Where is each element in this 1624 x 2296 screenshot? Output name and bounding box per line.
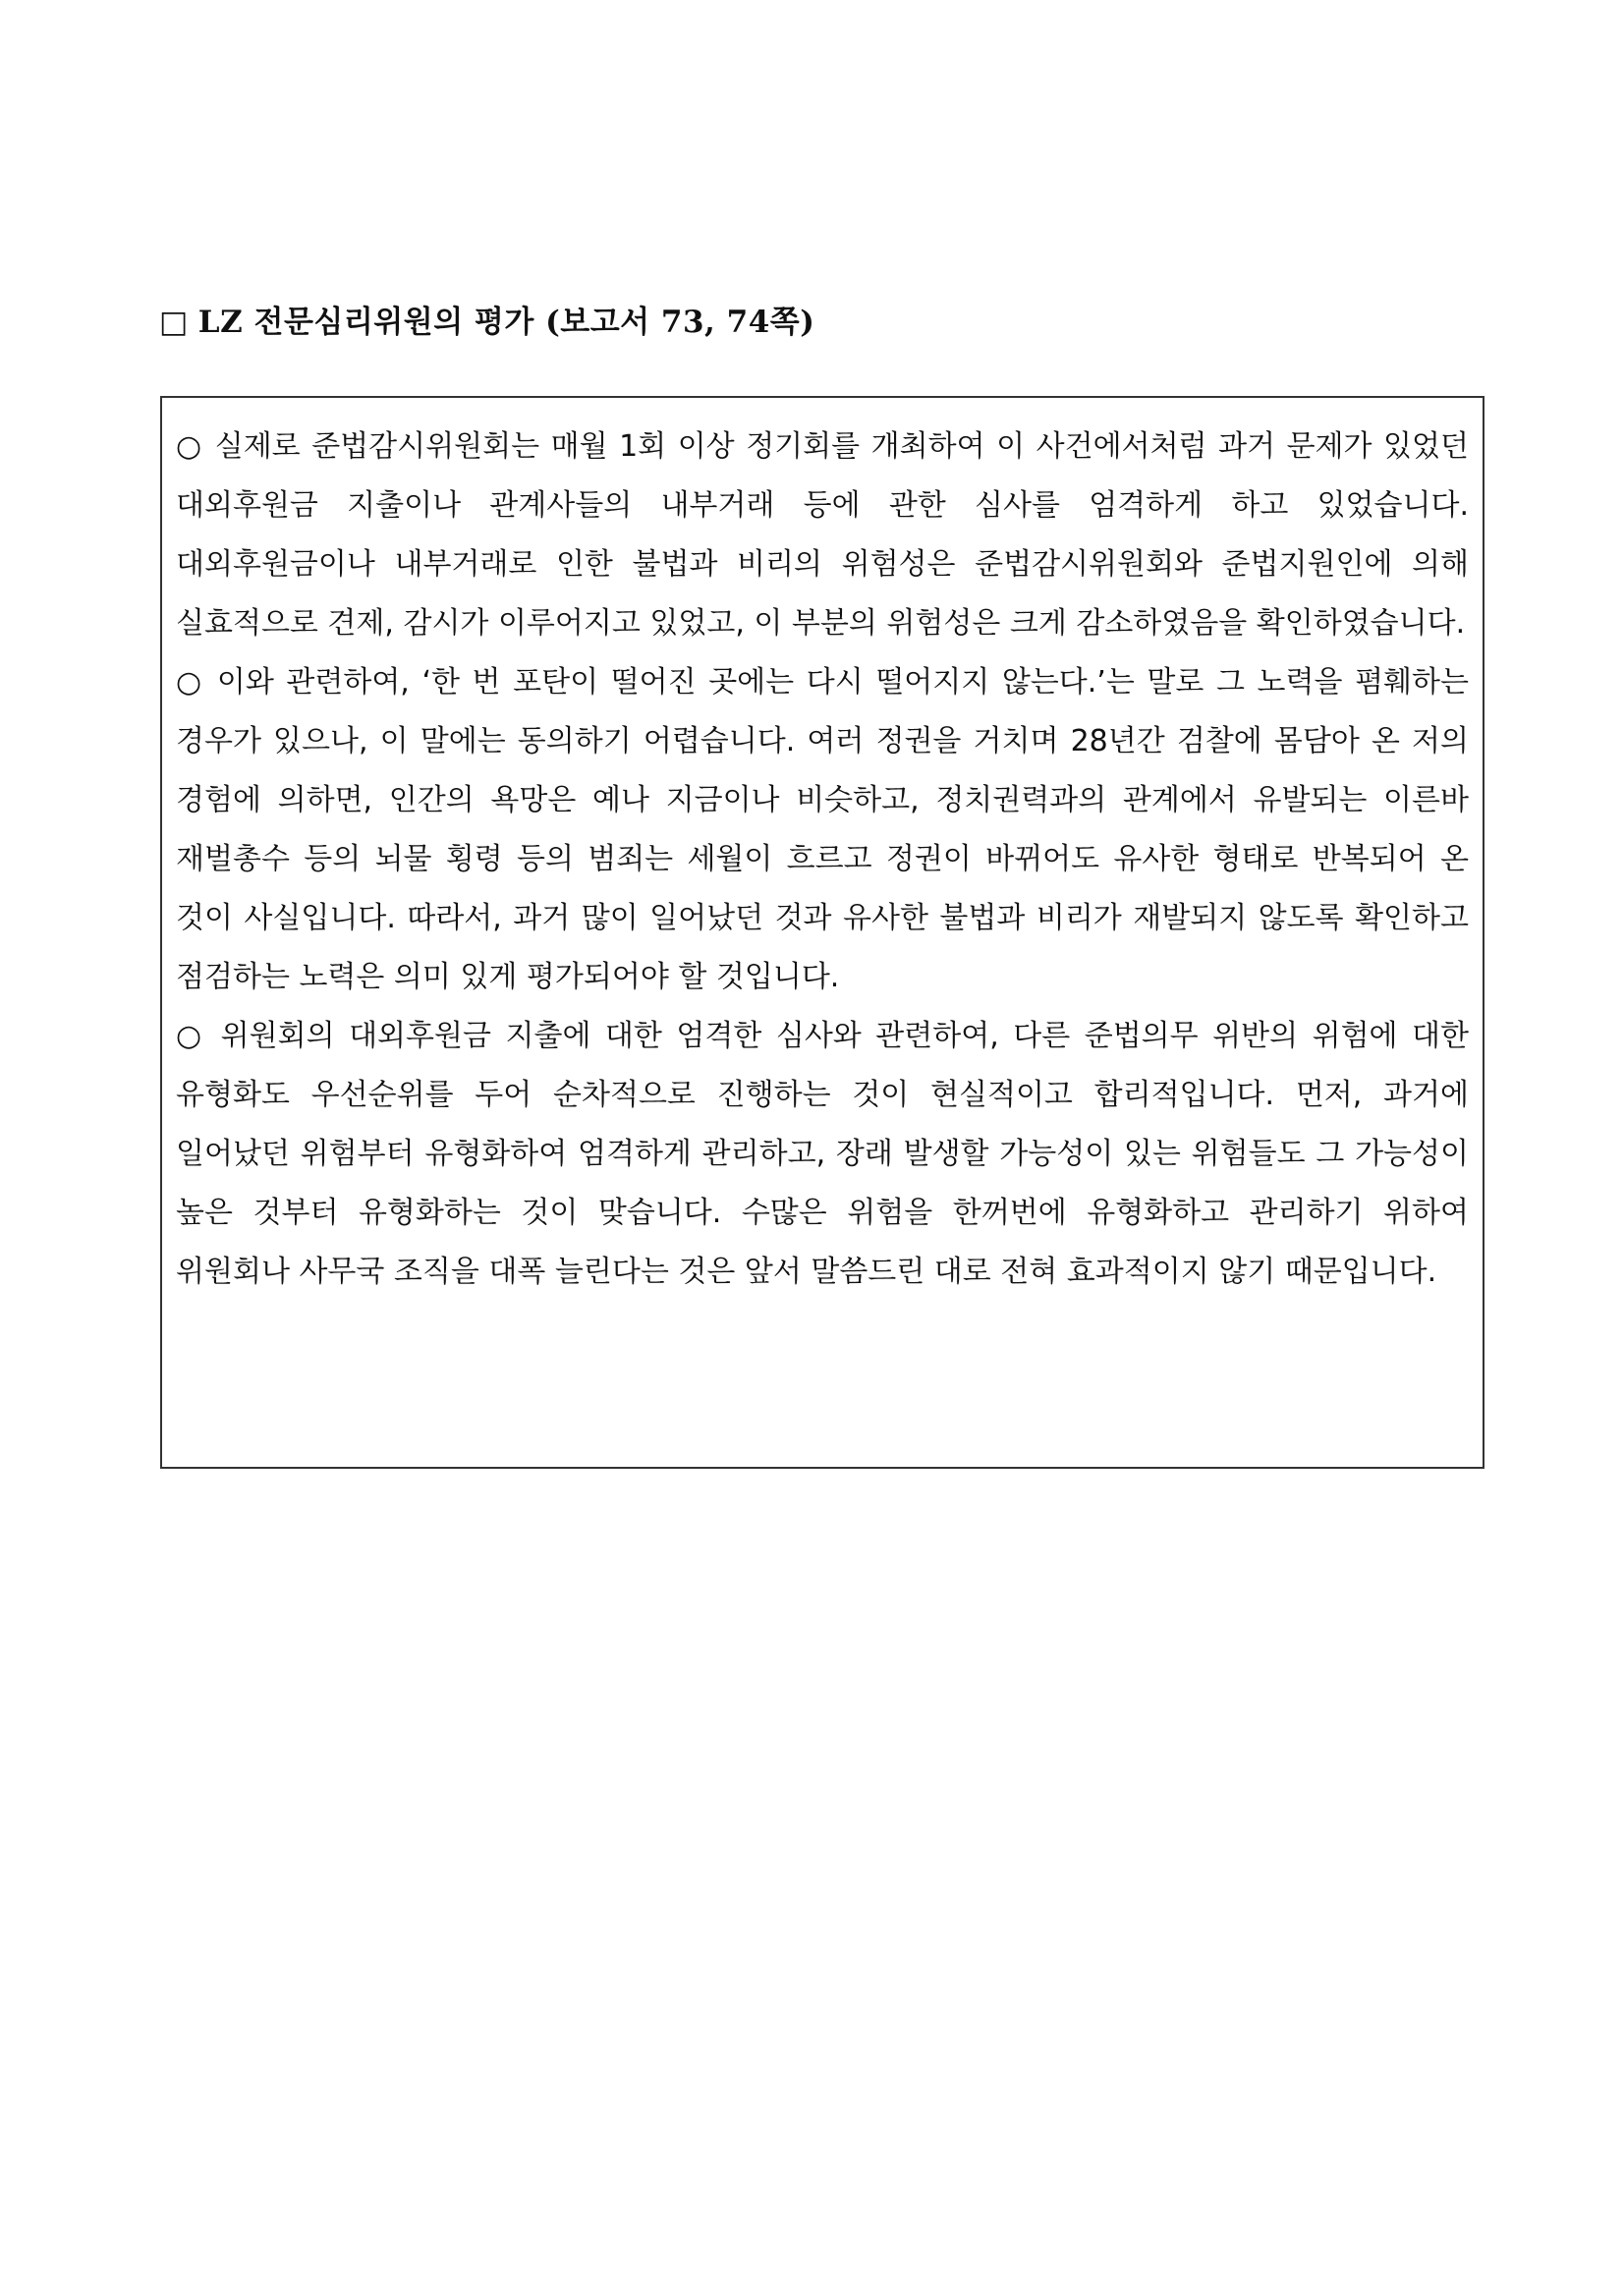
- paragraph-2: ○ 이와 관련하여, ‘한 번 포탄이 떨어진 곳에는 다시 떨어지지 않는다.’는 말로 그 노력을 폄훼하는 경우가 있으나, 이 말에는 동의하기 어렵습니다. 여러 정권을 거치며 28년간 검찰에 몸담아 온 저의 경험에 의하면, 인간의 욕망은 예나 지금이나 비슷하고, 정치권력과의 관계에서 유발되는 이른바 재벌총수 등의 뇌물 횡령 등의 범죄는 세월이 흐르고 정권이 바뀌어도 유사한 형태로 반복되어 온 것이 사실입니다. 따라서, 과거 많이 일어났던 것과 유사한 불법과 비리가 재발되지 않도록 확인하고 점검하는 노력은 의미 있게 평가되어야 할 것입니다.: [176, 665, 1469, 994]
- checkbox-square-icon: □: [159, 305, 189, 340]
- paragraph-1: ○ 실제로 준법감시위원회는 매월 1회 이상 정기회를 개최하여 이 사건에서처럼 과거 문제가 있었던 대외후원금 지출이나 관계사들의 내부거래 등에 관한 심사를 엄격하게 하고 있었습니다. 대외후원금이나 내부거래로 인한 불법과 비리의 위험성은 준법감시위원회와 준법지원인에 의해 실효적으로 견제, 감시가 이루어지고 있었고, 이 부분의 위험성은 크게 감소하였음을 확인하였습니다.: [176, 429, 1469, 641]
- paragraph-3: ○ 위원회의 대외후원금 지출에 대한 엄격한 심사와 관련하여, 다른 준법의무 위반의 위험에 대한 유형화도 우선순위를 두어 순차적으로 진행하는 것이 현실적이고 합리적입니다. 먼저, 과거에 일어났던 위험부터 유형화하여 엄격하게 관리하고, 장래 발생할 가능성이 있는 위험들도 그 가능성이 높은 것부터 유형화하는 것이 맞습니다. 수많은 위험을 한꺼번에 유형화하고 관리하기 위하여 위원회나 사무국 조직을 대폭 늘린다는 것은 앞서 말씀드린 대로 전혀 효과적이지 않기 때문입니다.: [176, 1019, 1469, 1289]
- section-heading-text: LZ 전문심리위원의 평가 (보고서 73, 74쪽): [197, 305, 815, 340]
- quote-box: [160, 396, 1484, 1469]
- section-heading: [159, 297, 814, 341]
